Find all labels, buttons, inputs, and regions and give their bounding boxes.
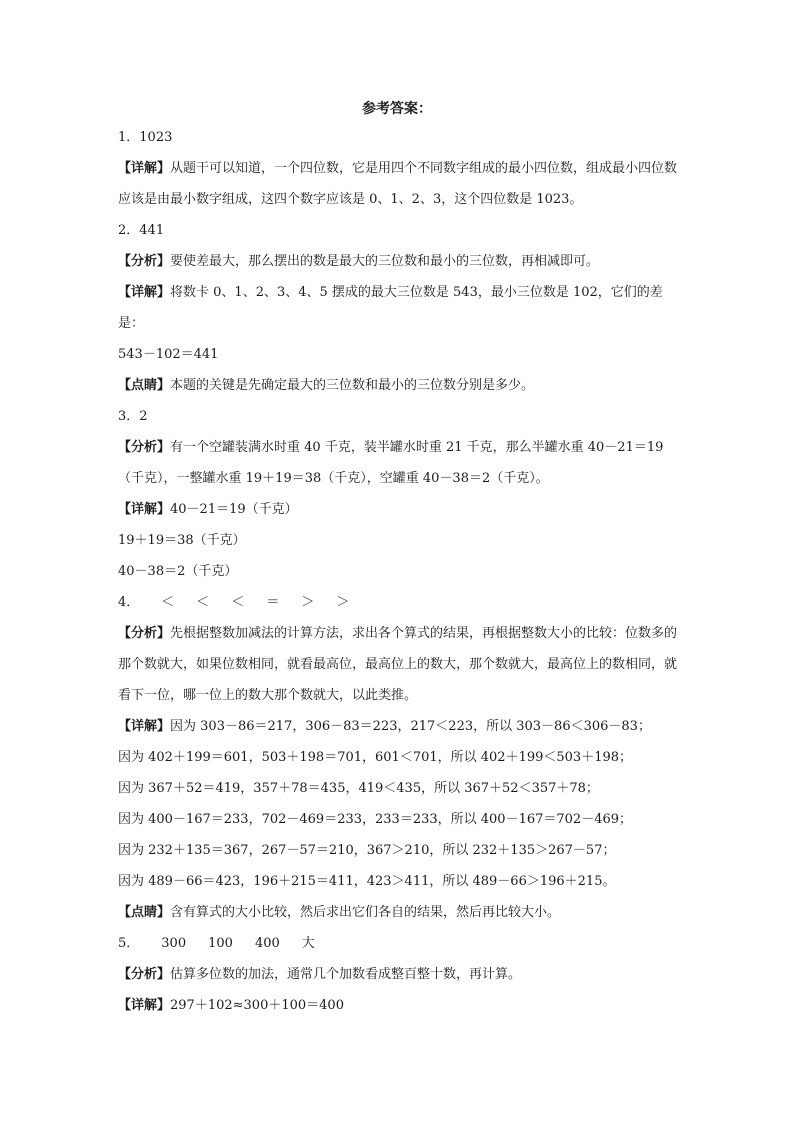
answer-item: ＜ <box>161 595 175 610</box>
answer-row <box>118 587 683 618</box>
answer-line: 2．441 <box>118 223 165 238</box>
answer-line: 因为 489－66＝423，196＋215＝411，423＞411，所以 489－66＞196＋215。 <box>118 874 616 889</box>
paragraph-text: 要使差最大，那么摆出的数是最大的三位数和最小的三位数，再相减即可。 <box>170 254 600 269</box>
section-tag: 【点睛】 <box>118 905 171 920</box>
section-tag: 【分析】 <box>118 254 171 269</box>
answer-item: ＞ <box>301 595 315 610</box>
answer-line: 19＋19＝38（千克） <box>118 533 246 548</box>
question-number: 4． <box>118 595 140 610</box>
explanation-paragraph <box>118 246 683 277</box>
section-tag: 【分析】 <box>118 626 171 641</box>
answer-line: 因为 400－167＝233，702－469＝233，233＝233，所以 400－167＝702－469； <box>118 812 633 827</box>
section-tag: 【点睛】 <box>118 378 171 393</box>
page-title: 参考答案： <box>362 101 432 117</box>
section-tag: 【分析】 <box>118 967 171 982</box>
answer-item: ＞ <box>336 595 350 610</box>
answer-item: ＜ <box>196 595 210 610</box>
explanation-paragraph <box>118 618 683 711</box>
paragraph-text: 有一个空罐装满水时重 40 千克，装半罐水时重 21 千克，那么半罐水重 40－21＝19（千克），一整罐水重 19＋19＝38（千克），空罐重 40－38＝2（千克）。 <box>118 440 664 486</box>
answer-content <box>118 122 683 1021</box>
answer-line: 3．2 <box>118 409 148 424</box>
section-tag: 【详解】 <box>118 502 171 517</box>
section-tag: 【详解】 <box>118 719 171 734</box>
answer-item: ＝ <box>266 595 280 610</box>
section-tag: 【详解】 <box>118 161 171 176</box>
explanation-paragraph <box>118 990 683 1021</box>
answer-item: 300 <box>161 936 187 951</box>
paragraph-text: 将数卡 0、1、2、3、4、5 摆成的最大三位数是 543，最小三位数是 102，它们的差是： <box>118 285 663 331</box>
answer-item: 100 <box>208 936 233 951</box>
answer-line: 543－102＝441 <box>118 347 219 362</box>
answer-line: 因为 402＋199＝601，503＋198＝701，601＜701，所以 402＋199＜503＋198； <box>118 750 633 765</box>
answer-line: 1．1023 <box>118 130 173 145</box>
paragraph-text: 因为 303－86＝217，306－83＝223，217＜223，所以 303－86＜306－83； <box>170 719 651 734</box>
paragraph-text: 40－21＝19（千克） <box>170 502 298 517</box>
explanation-paragraph <box>118 153 683 215</box>
section-tag: 【分析】 <box>118 440 171 455</box>
paragraph-text: 297＋102≈300＋100＝400 <box>170 998 344 1013</box>
answer-line: 因为 367＋52＝419，357＋78＝435，419＜435，所以 367＋52＜357＋78； <box>118 781 599 796</box>
section-tag: 【详解】 <box>118 285 171 300</box>
answer-item: 大 <box>301 936 315 951</box>
question-number: 5． <box>118 936 140 951</box>
explanation-paragraph <box>118 711 683 742</box>
explanation-paragraph <box>118 897 683 928</box>
paragraph-text: 从题干可以知道，一个四位数，它是用四个不同数字组成的最小四位数，组成最小四位数应该是由最小数字组成，这四个数字应该是 0、1、2、3，这个四位数是 1023。 <box>118 161 678 207</box>
answer-line: 40－38＝2（千克） <box>118 564 238 579</box>
explanation-paragraph <box>118 959 683 990</box>
explanation-paragraph <box>118 370 683 401</box>
paragraph-text: 估算多位数的加法，通常几个加数看成整百整十数，再计算。 <box>170 967 522 982</box>
paragraph-text: 含有算式的大小比较，然后求出它们各自的结果，然后再比较大小。 <box>170 905 561 920</box>
explanation-paragraph <box>118 432 683 494</box>
answer-item: 400 <box>254 936 280 951</box>
answer-row <box>118 928 683 959</box>
section-tag: 【详解】 <box>118 998 171 1013</box>
explanation-paragraph <box>118 494 683 525</box>
paragraph-text: 本题的关键是先确定最大的三位数和最小的三位数分别是多少。 <box>170 378 535 393</box>
explanation-paragraph <box>118 277 683 339</box>
answer-line: 因为 232＋135＝367，267－57＝210，367＞210，所以 232＋135＞267－57； <box>118 843 616 858</box>
answer-item: ＜ <box>231 595 245 610</box>
paragraph-text: 先根据整数加减法的计算方法，求出各个算式的结果，再根据整数大小的比较：位数多的那个数就大，如果位数相同，就看最高位，最高位上的数大，那个数就大，最高位上的数相同，就看下一位，哪一位上的数大那个数就大，以此类推。 <box>118 626 678 703</box>
